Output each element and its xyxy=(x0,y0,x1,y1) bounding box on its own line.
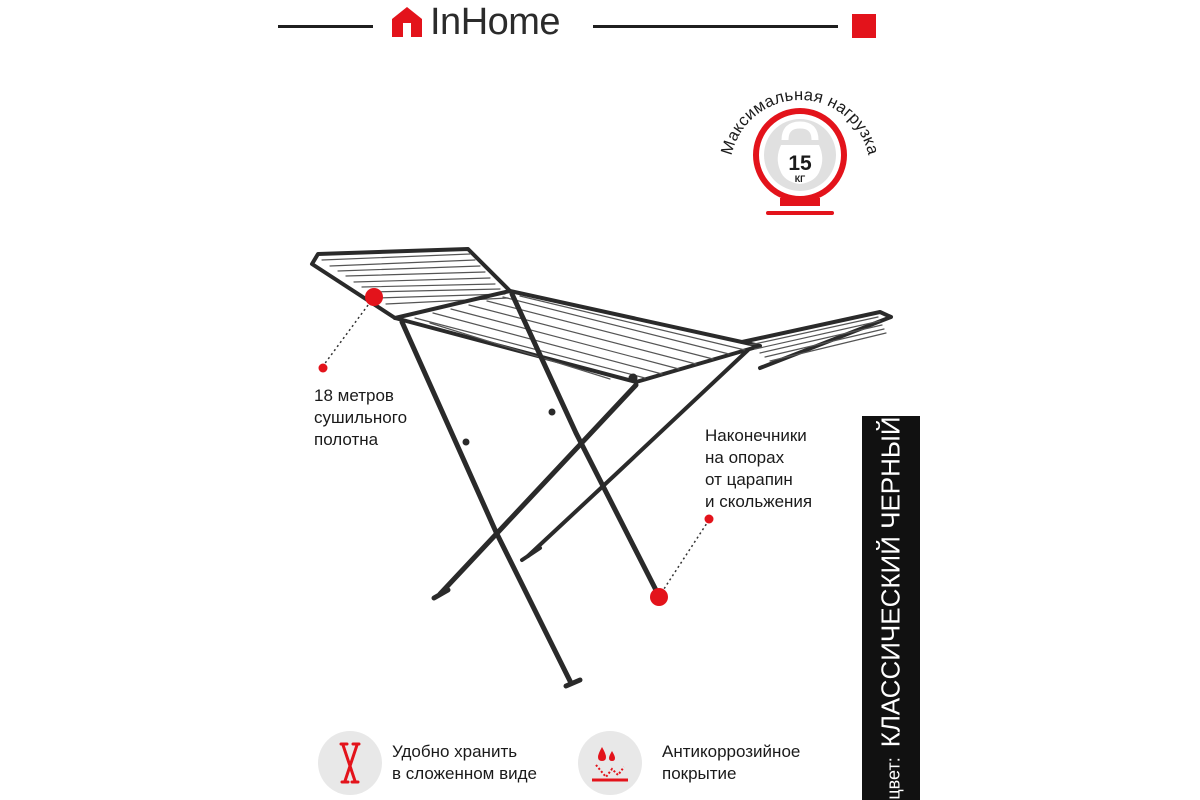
callout-marker-wires xyxy=(365,288,383,306)
callout-leg-tips: Наконечники на опорах от царапин и скольжения xyxy=(705,426,813,511)
callout-drying-length: 18 метров сушильного полотна xyxy=(314,386,408,449)
color-value: КЛАССИЧЕСКИЙ ЧЕРНЫЙ xyxy=(875,416,906,748)
color-panel xyxy=(862,416,920,800)
callout-dot-wires xyxy=(319,364,328,373)
folding-legs-icon xyxy=(318,731,382,795)
anticorrosion-drops-icon xyxy=(578,731,642,795)
brand-logo-text: InHome xyxy=(430,1,561,43)
color-prefix: цвет: xyxy=(883,757,904,800)
color-label xyxy=(876,416,907,800)
badge-weight-value: 15 xyxy=(788,152,812,175)
feature-text-folding: Удобно хранить в сложенном виде xyxy=(392,742,537,783)
feature-circle-anticorrosion xyxy=(578,731,642,795)
badge-weight-unit: КГ xyxy=(794,174,806,184)
feature-text-anticorrosion: Антикоррозийное покрытие xyxy=(662,742,801,783)
callout-dot-tips xyxy=(705,515,714,524)
badge-arc-text: Максимальная нагрузка xyxy=(717,85,883,157)
callout-marker-tips xyxy=(650,588,668,606)
feature-circle-folding xyxy=(318,731,382,795)
